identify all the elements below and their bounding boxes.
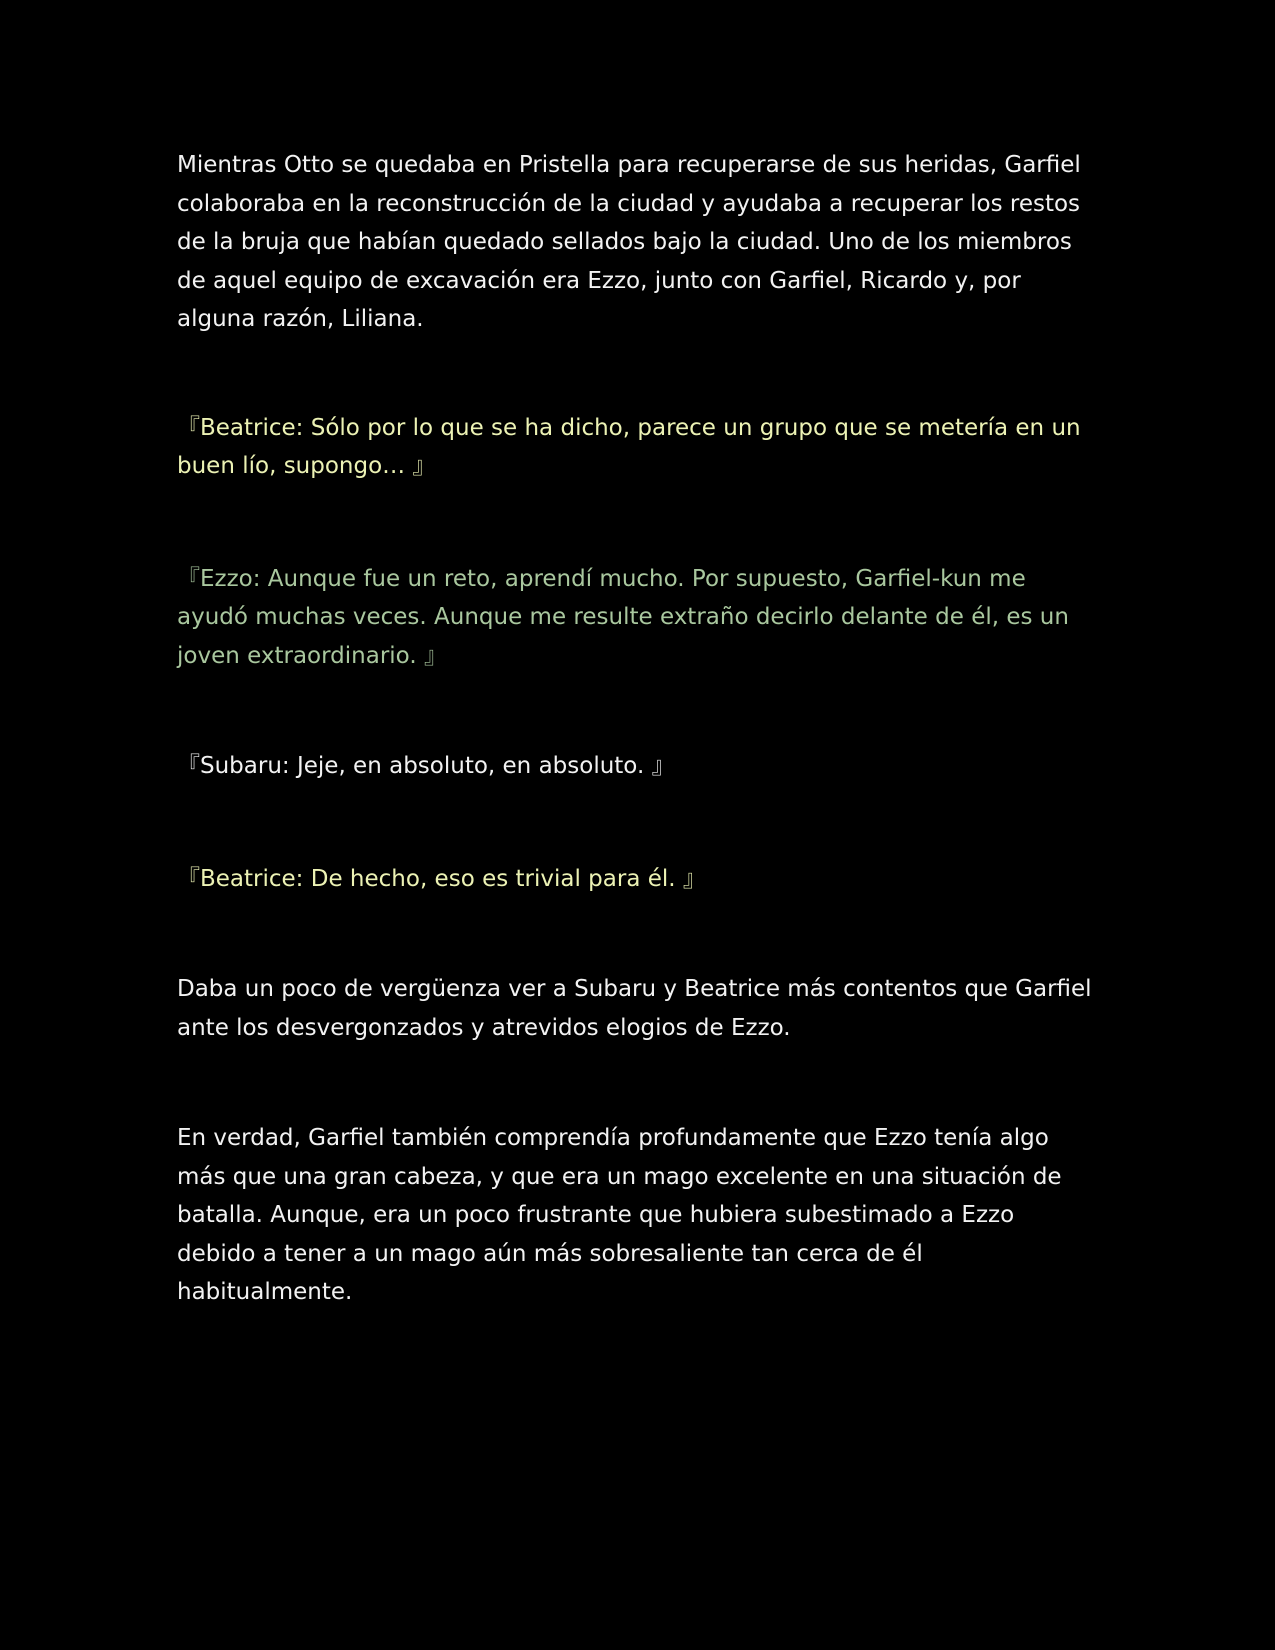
- dialogue-line-ezzo: 『Ezzo: Aunque fue un reto, aprendí mucho. Por supuesto, Garfiel-kun me ayudó muchas veces. Aunque me resulte extraño decirlo delante de él, es un joven extraordinario. 』: [177, 565, 1069, 669]
- dialogue-line-subaru: 『Subaru: Jeje, en absoluto, en absoluto. 』: [177, 753, 675, 779]
- narration-paragraph: En verdad, Garfiel también comprendía profundamente que Ezzo tenía algo más que una gran cabeza, y que era un mago excelente en una situación de batalla. Aunque, era un poco frustrante que hubiera subestimado a Ezzo debido a tener a un mago aún más sobresaliente tan cerca de él habitualmente.: [177, 1125, 1062, 1305]
- narration-paragraph: Daba un poco de vergüenza ver a Subaru y Beatrice más contentos que Garfiel ante los desvergonzados y atrevidos elogios de Ezzo.: [177, 976, 1092, 1041]
- narration-paragraph: Mientras Otto se quedaba en Pristella para recuperarse de sus heridas, Garfiel colaboraba en la reconstrucción de la ciudad y ayudaba a recuperar los restos de la bruja que habían quedado sellados bajo la ciudad. Uno de los miembros de aquel equipo de excavación era Ezzo, junto con Garfiel, Ricardo y, por alguna razón, Liliana.: [177, 152, 1081, 332]
- dialogue-line-beatrice: 『Beatrice: Sólo por lo que se ha dicho, parece un grupo que se metería en un buen lío, supongo… 』: [177, 414, 1081, 479]
- dialogue-line-beatrice: 『Beatrice: De hecho, eso es trivial para él. 』: [177, 865, 706, 892]
- document-body: [177, 146, 1097, 1312]
